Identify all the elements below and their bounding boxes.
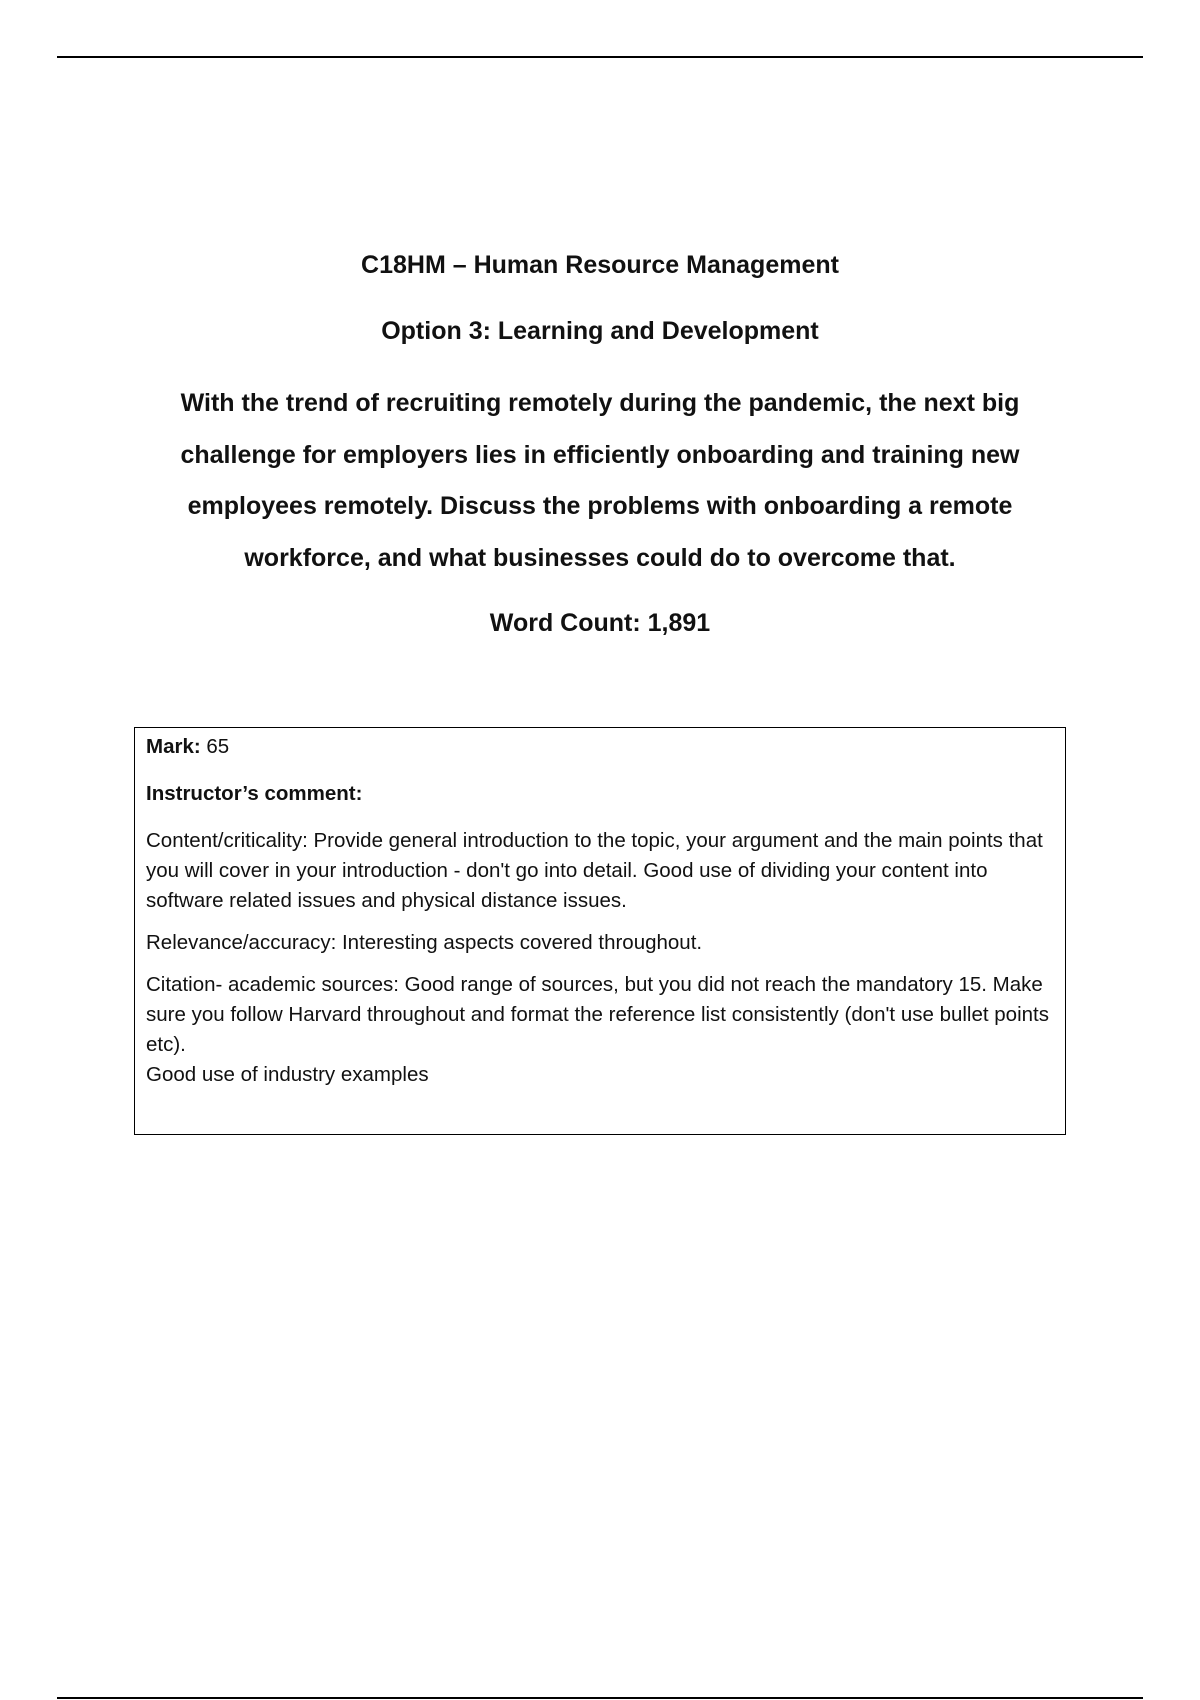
mark-value: 65 xyxy=(206,735,230,758)
essay-question: With the trend of recruiting remotely during the pandemic, the next big challenge for employers lies in efficiently onboarding and training new employees remotely. Discuss the problems with onboarding a remote workforce, and what businesses could do to overcome that. xyxy=(180,389,1020,572)
relevance-accuracy-comment: Relevance/accuracy: Interesting aspects covered throughout. xyxy=(146,931,703,954)
citation-comment: Citation- academic sources: Good range of sources, but you did not reach the mandatory 15. Make sure you follow Harvard throughout and format the reference list consistently (don't use bullet points etc). xyxy=(146,973,1049,1056)
header-rule xyxy=(57,56,1143,58)
option-title: Option 3: Learning and Development xyxy=(381,317,819,345)
word-count: Word Count: 1,891 xyxy=(489,609,711,637)
industry-examples-comment: Good use of industry examples xyxy=(146,1063,429,1086)
feedback-box xyxy=(134,727,1066,1135)
course-title: C18HM – Human Resource Management xyxy=(361,251,839,279)
comment-heading: Instructor’s comment: xyxy=(146,782,363,805)
footer-rule xyxy=(57,1697,1143,1699)
content-criticality-comment: Content/criticality: Provide general introduction to the topic, your argument and the main points that you will cover in your introduction - don't go into detail. Good use of dividing your content into software related issues and physical distance issues. xyxy=(146,829,1043,912)
mark-label: Mark: xyxy=(146,735,201,758)
title-block xyxy=(0,250,1200,638)
mark-line xyxy=(146,732,1055,762)
